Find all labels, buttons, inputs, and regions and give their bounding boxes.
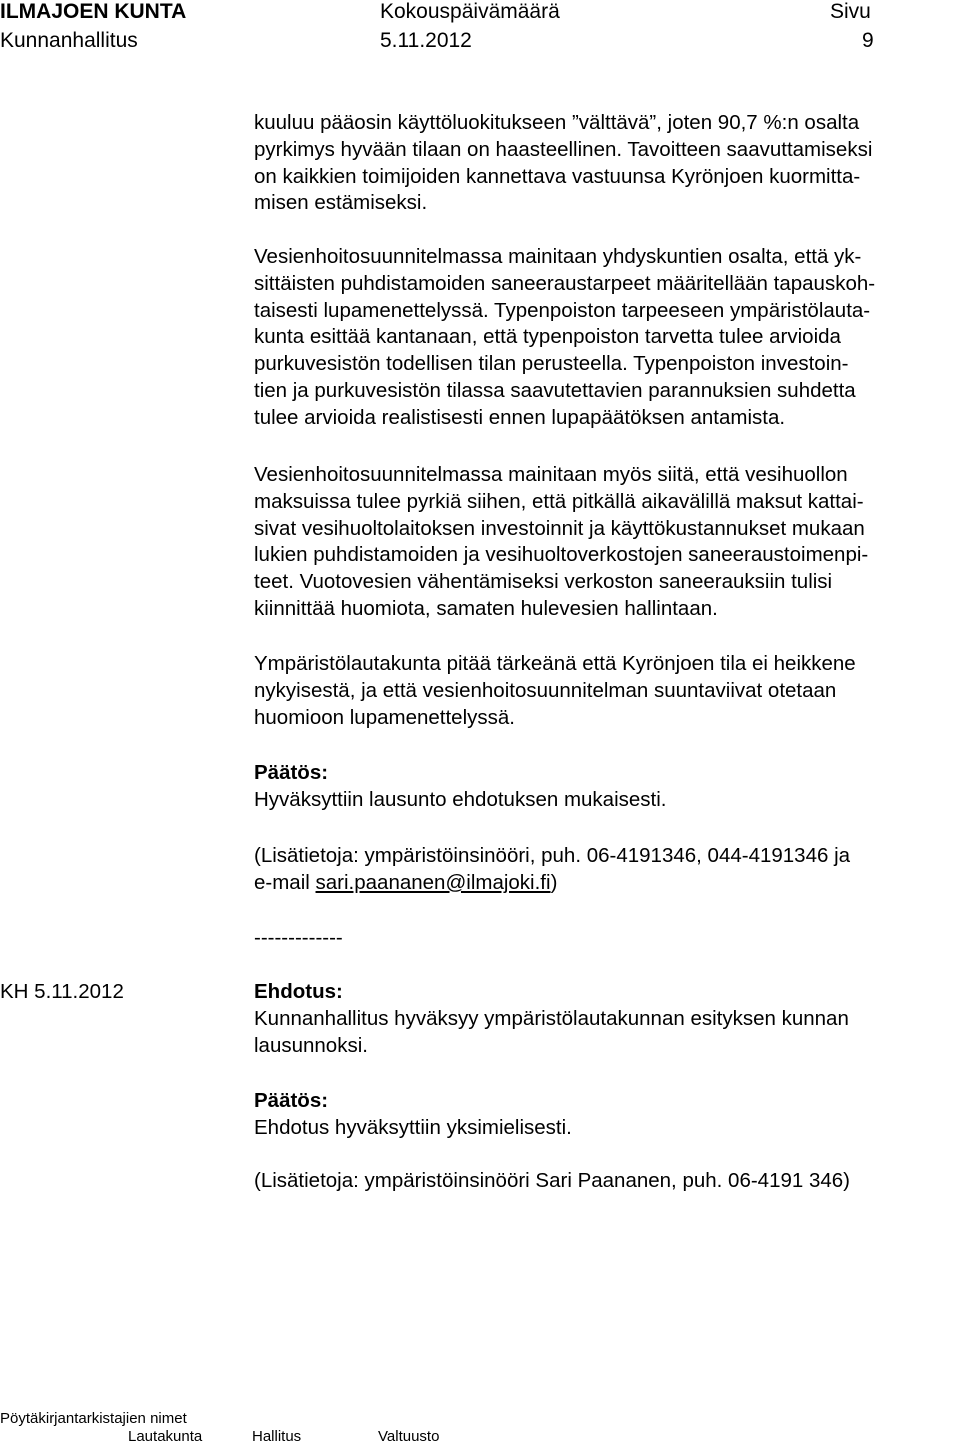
decision-heading: Päätös: xyxy=(254,761,329,784)
text-line: sivat vesihuoltolaitoksen investoinnit ja käyttökustannukset mukaan xyxy=(254,516,865,540)
text-line: Vesienhoitosuunnitelmassa mainitaan yhdyskuntien osalta, että yk- xyxy=(254,245,862,268)
contact-email-line xyxy=(254,870,944,897)
meeting-date: 5.11.2012 xyxy=(380,29,472,52)
decision-text: Ehdotus hyväksyttiin yksimielisesti. xyxy=(254,1115,572,1139)
text-line: kiinnittää huomiota, samaten hulevesien hallintaan. xyxy=(254,596,718,620)
contact-info xyxy=(254,843,944,897)
contact-line: (Lisätietoja: ympäristöinsinööri Sari Paananen, puh. 06-4191 346) xyxy=(254,1169,851,1192)
kh-proposal xyxy=(254,979,944,1059)
text-line: Vesienhoitosuunnitelmassa mainitaan myös siitä, että vesihuollon xyxy=(254,463,848,486)
text-line: sittäisten puhdistamoiden saneeraustarpeet määritellään tapauskoh- xyxy=(254,271,876,295)
page-number: 9 xyxy=(862,29,874,52)
proposal-line: lausunnoksi. xyxy=(254,1033,368,1057)
text-line: Ympäristölautakunta pitää tärkeänä että Kyrönjoen tila ei heikkene xyxy=(254,652,856,675)
email-prefix: e-mail xyxy=(254,870,316,894)
text-line: teet. Vuotovesien vähentämiseksi verkoston saneerauksiin tulisi xyxy=(254,570,833,594)
text-line: huomioon lupamenettelyssä. xyxy=(254,705,515,729)
kh-date-label: KH 5.11.2012 xyxy=(0,980,124,1003)
text-line: kunta esittää kantanaan, että typenpoiston tarvetta tulee arvioida xyxy=(254,325,841,349)
text-line: pyrkimys hyvään tilaan on haasteellinen. Tavoitteen saavuttamiseksi xyxy=(254,137,873,161)
paragraph-3 xyxy=(254,462,944,623)
footer-title: Pöytäkirjantarkistajien nimet xyxy=(0,1410,187,1427)
text-line: tulee arvioida realistisesti ennen lupapäätöksen antamista. xyxy=(254,405,786,429)
proposal-line: Kunnanhallitus hyväksyy ympäristölautakunnan esityksen kunnan xyxy=(254,1006,849,1030)
kh-contact xyxy=(254,1168,944,1195)
paragraph-4 xyxy=(254,651,944,731)
body-name: Kunnanhallitus xyxy=(0,29,138,52)
decision-section xyxy=(254,760,944,814)
text-line: misen estämiseksi. xyxy=(254,191,428,215)
email-suffix: ) xyxy=(550,870,558,894)
page-label: Sivu xyxy=(830,0,871,23)
text-line: nykyisestä, ja että vesienhoitosuunnitelman suuntaviivat otetaan xyxy=(254,678,837,702)
text-line: maksuissa tulee pyrkiä siihen, että pitkällä aikavälillä maksut kattai- xyxy=(254,489,864,513)
separator: ------------- xyxy=(254,926,343,949)
kh-decision xyxy=(254,1088,944,1142)
text-line: taisesti lupamenettelyssä. Typenpoiston tarpeeseen ympäristölauta- xyxy=(254,298,871,322)
date-label: Kokouspäivämäärä xyxy=(380,0,560,23)
footer-label-hallitus: Hallitus xyxy=(252,1428,302,1445)
text-line: on kaikkien toimijoiden kannettava vastuunsa Kyrönjoen kuormitta- xyxy=(254,164,861,188)
paragraph-1 xyxy=(254,110,944,217)
decision-text: Hyväksyttiin lausunto ehdotuksen mukaisesti. xyxy=(254,787,667,811)
organization-name: ILMAJOEN KUNTA xyxy=(0,0,187,23)
text-line: tien ja purkuvesistön tilassa saavutettavien parannuksien suhdetta xyxy=(254,378,856,402)
text-line: kuuluu pääosin käyttöluokitukseen ”välttävä”, joten 90,7 %:n osalta xyxy=(254,111,860,134)
email-link[interactable]: sari.paananen@ilmajoki.fi xyxy=(315,870,551,894)
footer-label-lautakunta: Lautakunta xyxy=(128,1428,203,1445)
footer-label-valtuusto: Valtuusto xyxy=(378,1428,440,1445)
decision-heading: Päätös: xyxy=(254,1089,329,1112)
text-line: purkuvesistön todellisen tilan perusteella. Typenpoiston investoin- xyxy=(254,352,849,376)
text-line: lukien puhdistamoiden ja vesihuoltoverkostojen saneeraustoimenpi- xyxy=(254,543,869,567)
proposal-heading: Ehdotus: xyxy=(254,980,343,1003)
paragraph-2 xyxy=(254,244,944,432)
contact-line: (Lisätietoja: ympäristöinsinööri, puh. 06-4191346, 044-4191346 ja xyxy=(254,844,851,867)
